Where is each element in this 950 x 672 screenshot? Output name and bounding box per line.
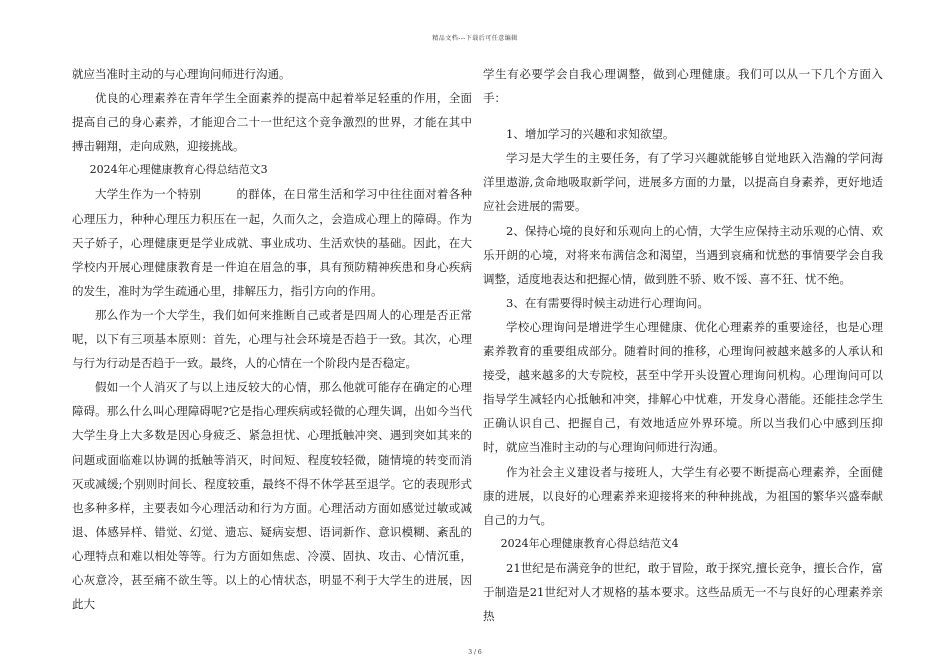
page-number: 3 / 6	[468, 649, 482, 656]
list-item: 1、增加学习的兴趣和求知欲望。	[506, 127, 675, 142]
spacer	[483, 110, 883, 122]
paragraph: 大学生作为一个特别 的群体，在日常生活和学习中往往面对着各种心理压力，种种心理压力积压在一起，久而久之，会造成心理上的障碍。作为天子娇子，心理健康更是学业成就、事业成功、生活欢快的基础。因此，在大学校内开展心理健康教育是一件迫在眉急的事，具有预防精神疾患和身心疾病的发生，准时为学生疏通心里，排解压力，指引方向的作用。	[72, 187, 472, 298]
list-item: 2、保持心境的良好和乐观向上的心情，大学生应保持主动乐观的心情、欢乐开朗的心境，对将来布满信念和渴望，当遇到哀痛和忧愁的事情要学会自我调整，适度地表达和把握心情，做到胜不骄、败不馁、喜不狂、忧不绝。	[483, 223, 883, 286]
paragraph: 优良的心理素养在青年学生全面素养的提高中起着举足轻重的作用，全面提高自己的身心素养，才能迎合二十一世纪这个竞争激烈的世界，才能在其中搏击翱翔，走向成熟，迎接挑战。	[72, 91, 472, 154]
right-column	[483, 62, 883, 628]
paragraph: 学生有必要学会自我心理调整，做到心理健康。我们可以从一下几个方面入手：	[483, 67, 883, 106]
section-heading: 2024年心理健康教育心得总结范文3	[89, 163, 268, 177]
paragraph: 就应当准时主动的与心理询问师进行沟通。	[72, 67, 291, 81]
paragraph: 21世纪是布满竞争的世纪，敢于冒险，敢于探究,擅长竞争，擅长合作，富于制造是21世纪对人才规格的基本要求。这些品质无一不与良好的心理素养亲热	[483, 560, 883, 624]
paragraph: 学习是大学生的主要任务，有了学习兴趣就能够自觉地跃入浩瀚的学问海洋里遨游,贪命地吸取新学问，进展多方面的力量，以提高自身素养，更好地适应社会进展的需要。	[483, 151, 883, 214]
paragraph: 学校心理询问是增进学生心理健康、优化心理素养的重要途径，也是心理素养教育的重要组成部分。随着时间的推移，心理询问被越来越多的人承认和接受，越来越多的大专院校，甚至中学开头设置心理询问机构。心理询问可以指导学生减轻内心抵触和冲突，排解心中忧难，开发身心潜能。还能挂念学生正确认识自己、把握自己，有效地适应外界环境。所以当我们心中感到压抑时，就应当准时主动的与心理询问师进行沟通。	[483, 319, 883, 455]
section-heading: 2024年心理健康教育心得总结范文4	[500, 536, 679, 550]
paragraph: 作为社会主义建设者与接班人，大学生有必要不断提高心理素养，全面健康的进展，以良好的心理素养来迎接将来的种种挑战，为祖国的繁华兴盛奉献自己的力气。	[483, 464, 883, 527]
left-column	[72, 62, 472, 616]
paragraph: 假如一个人消灭了与以上违反较大的心情，那么他就可能存在确定的心理障碍。那么什么叫心理障碍呢?它是指心理疾病或轻微的心理失调，出如今当代大学生身上大多数是因心身疲乏、紧急担忧、心理抵触冲突、遇到突如其来的问题或面临难以协调的抵触等消灭，时间短、程度较轻微，随情境的转变而消灭或减缓;个别则时间长、程度较重，最终不得不休学甚至退学。它的表现形式也多种多样，主要表如今心理活动和行为方面。心理活动方面如感觉过敏或减退、体感异样、错觉、幻觉、遗忘、疑病妄想、语词新作、意识模糊、紊乱的心理特点和难以相处等等。行为方面如焦虑、冷漠、固执、攻击、心情沉重，心灰意冷，甚至痛不欲生等。以上的心情状态，明显不利于大学生的进展，因此大	[72, 380, 472, 612]
list-item: 3、在有需要得时候主动进行心理询问。	[506, 295, 709, 310]
paragraph: 那么作为一个大学生，我们如何来推断自己或者是四周人的心理是否正常呢，以下有三项基本原则：首先，心理与社会环境是否趋于一致。其次，心理与行为行动是否趋于一致。最终，人的心情在一个阶段内是否稳定。	[72, 307, 472, 371]
page-header: 精品文档---下载后可任意编辑	[432, 35, 518, 42]
